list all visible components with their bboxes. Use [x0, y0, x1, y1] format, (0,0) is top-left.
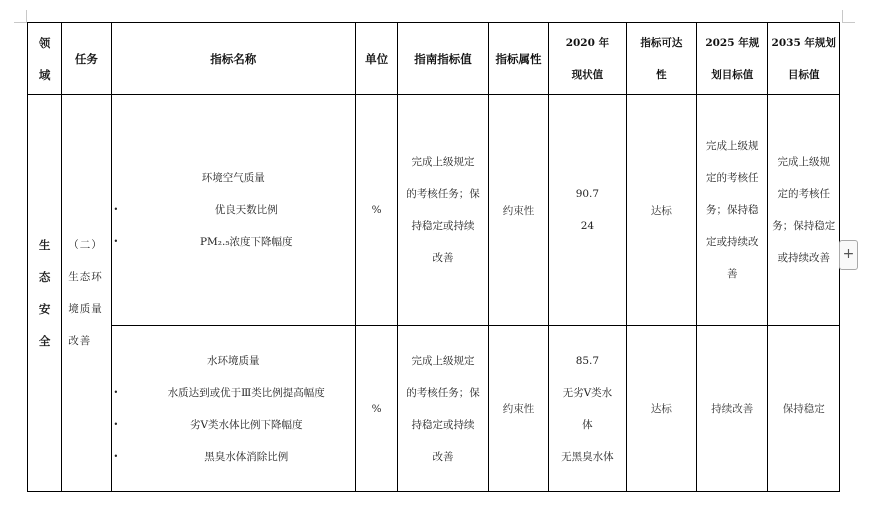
indicator-name-cell	[111, 95, 356, 326]
add-row-button[interactable]: +	[839, 240, 858, 270]
target-2035-cell: 完成上级规 定的考核任 务；保持稳定 或持续改善	[768, 95, 840, 326]
target-2035-cell: 保持稳定	[768, 326, 840, 492]
header-indicator-name: 指标名称	[111, 23, 356, 95]
header-target-2035: 2035 年规划 目标值	[768, 23, 840, 95]
guideline-cell: 完成上级规定 的考核任务；保 持稳定或持续 改善	[398, 326, 489, 492]
unit-cell: %	[356, 95, 398, 326]
indicator-title: 水环境质量	[207, 354, 260, 367]
header-unit: 单位	[356, 23, 398, 95]
indicator-name-cell	[111, 326, 356, 492]
table-row	[28, 95, 840, 326]
unit-cell: %	[356, 326, 398, 492]
indicator-item: • 劣Ⅴ类水体比例下降幅度	[112, 409, 356, 441]
header-attainability: 指标可达 性	[626, 23, 696, 95]
header-row	[28, 23, 840, 95]
target-2025-cell: 持续改善	[697, 326, 768, 492]
indicator-item: • 水质达到或优于Ⅲ类比例提高幅度	[112, 377, 356, 409]
header-task: 任务	[62, 23, 111, 95]
header-current-2020: 2020 年 现状值	[549, 23, 626, 95]
indicator-table	[27, 22, 840, 492]
attainability-cell: 达标	[626, 95, 696, 326]
header-guideline-value: 指南指标值	[398, 23, 489, 95]
indicator-item: • PM₂.₅浓度下降幅度	[112, 226, 356, 258]
crop-mark-top-left	[14, 10, 27, 23]
header-domain: 领 域	[28, 23, 62, 95]
domain-cell: 生 态 安 全	[28, 95, 62, 492]
task-cell: （二） 生态环 境质量 改善	[62, 95, 111, 492]
guideline-cell: 完成上级规定 的考核任务；保 持稳定或持续 改善	[398, 95, 489, 326]
header-attribute: 指标属性	[488, 23, 548, 95]
current-value-cell: 85.7 无劣Ⅴ类水 体 无黑臭水体	[549, 326, 626, 492]
target-2025-cell: 完成上级规 定的考核任 务；保持稳 定或持续改 善	[697, 95, 768, 326]
current-value-cell: 90.7 24	[549, 95, 626, 326]
attribute-cell: 约束性	[488, 326, 548, 492]
header-target-2025: 2025 年规 划目标值	[697, 23, 768, 95]
attainability-cell: 达标	[626, 326, 696, 492]
crop-mark-top-right	[842, 10, 855, 23]
indicator-title: 环境空气质量	[201, 172, 265, 184]
table-row	[28, 326, 840, 492]
attribute-cell: 约束性	[488, 95, 548, 326]
indicator-item: • 优良天数比例	[112, 194, 356, 226]
indicator-item: • 黑臭水体消除比例	[112, 441, 356, 473]
